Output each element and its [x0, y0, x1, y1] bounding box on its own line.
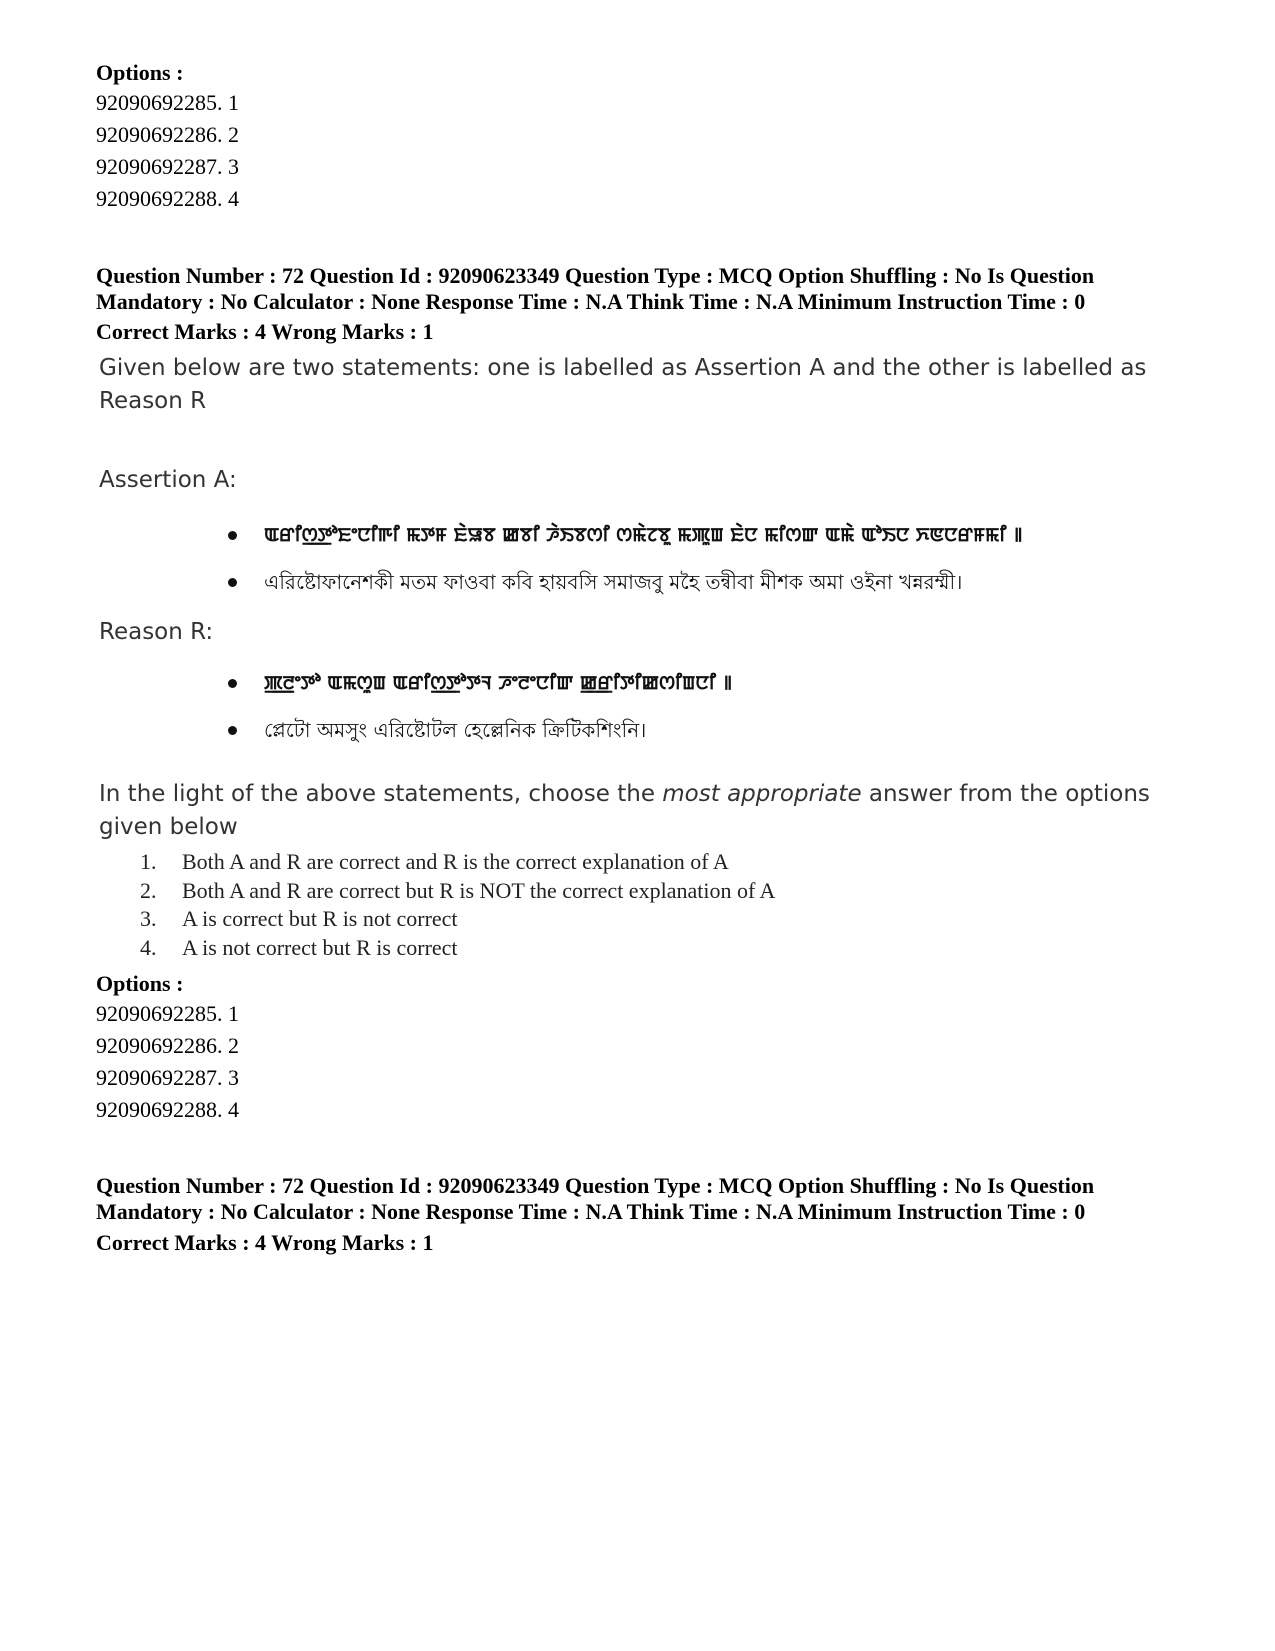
question-closing-emphasis: most appropriate	[662, 781, 862, 807]
assertion-bullet-text-meitei: ꯑꯔꯤꯁ꯭ꯇꯣꯐꯦꯅꯤꯒꯤ ꯃꯇꯝ ꯐꯥꯎꯕ ꯀꯕꯤ ꯍꯥꯏꯕꯁꯤ ꯁꯃꯥꯖꯕꯨ ꯃꯄꯨꯡ ꯐꯥꯅ ꯃꯤꯁꯛ ꯑꯃꯥ ꯑꯣꯏꯅ ꯈꯟꯅꯔꯝꯃꯤ ꯫	[264, 524, 1023, 546]
question-closing-suffix: answer from the options given below	[99, 781, 1150, 840]
reason-bullet	[228, 667, 1228, 699]
answer-text: A is not correct but R is correct	[182, 934, 458, 960]
answer-number: 2.	[140, 877, 157, 903]
option-item: 92090692287. 3	[96, 154, 239, 179]
assertion-bullet	[228, 566, 1228, 598]
option-item: 92090692285. 1	[96, 1001, 239, 1026]
options-list	[96, 998, 239, 1126]
reason-bullet-text-meitei: ꯄ꯭ꯂꯦꯇꯣ ꯑꯃꯁꯨꯡ ꯑꯔꯤꯁ꯭ꯇꯣꯇꯜ ꯍꯦꯂꯦꯅꯤꯛ ꯀ꯭ꯔꯤꯇꯤꯀꯁꯤꯡꯅꯤ ꯫	[264, 672, 733, 694]
answer-item	[140, 934, 775, 963]
answer-number: 4.	[140, 934, 157, 960]
question-meta-line-1: Question Number : 72 Question Id : 92090623349 Question Type : MCQ Option Shuffling : No Is Question	[96, 263, 1095, 288]
options-list	[96, 87, 239, 215]
reason-heading: Reason R:	[99, 619, 214, 645]
option-item: 92090692286. 2	[96, 1033, 239, 1058]
reason-bullet	[228, 714, 1228, 746]
assertion-bullet-text-bengali: এরিষ্টোফানেশকী মতম ফাওবা কবি হায়বসি সমাজবু মহৈ তন্বীবা মীশক অমা ওইনা খন্নরম্মী।	[264, 570, 963, 594]
answer-item	[140, 905, 775, 934]
bullet-icon	[228, 531, 237, 540]
option-item: 92090692288. 4	[96, 1097, 239, 1122]
answer-number: 3.	[140, 906, 157, 931]
question-closing	[99, 778, 1219, 844]
assertion-bullet	[228, 519, 1228, 551]
option-item: 92090692288. 4	[96, 186, 239, 211]
reason-bullet-text-bengali: প্লেটো অমসুং এরিষ্টোটল হেল্লেনিক ক্রিটিকশিংনি।	[264, 718, 647, 742]
bullet-icon	[228, 726, 237, 735]
bullet-icon	[228, 578, 237, 587]
question-closing-prefix: In the light of the above statements, choose the	[99, 781, 663, 807]
option-item: 92090692287. 3	[96, 1065, 239, 1090]
assertion-heading: Assertion A:	[99, 467, 237, 493]
bullet-icon	[228, 679, 237, 688]
answer-text: Both A and R are correct and R is the correct explanation of A	[182, 849, 729, 874]
question-meta-line-1: Question Number : 72 Question Id : 92090623349 Question Type : MCQ Option Shuffling : No Is Question	[96, 1173, 1095, 1198]
option-item: 92090692286. 2	[96, 122, 239, 147]
question-marks: Correct Marks : 4 Wrong Marks : 1	[96, 1230, 434, 1255]
answer-text: Both A and R are correct but R is NOT the correct explanation of A	[182, 877, 776, 903]
options-title: Options :	[96, 60, 184, 85]
answer-item	[140, 848, 775, 877]
answer-item	[140, 877, 775, 906]
question-intro: Given below are two statements: one is labelled as Assertion A and the other is labelled as Reason R	[99, 355, 1147, 414]
answer-number: 1.	[140, 849, 157, 874]
question-marks: Correct Marks : 4 Wrong Marks : 1	[96, 319, 434, 344]
question-meta-line-2: Mandatory : No Calculator : None Response Time : N.A Think Time : N.A Minimum Instruction Time : 0	[96, 1199, 1086, 1224]
option-item: 92090692285. 1	[96, 90, 239, 115]
answer-text: A is correct but R is not correct	[182, 906, 458, 931]
options-title: Options :	[96, 971, 184, 996]
answer-list	[140, 848, 775, 962]
question-meta-line-2: Mandatory : No Calculator : None Response Time : N.A Think Time : N.A Minimum Instruction Time : 0	[96, 289, 1086, 314]
